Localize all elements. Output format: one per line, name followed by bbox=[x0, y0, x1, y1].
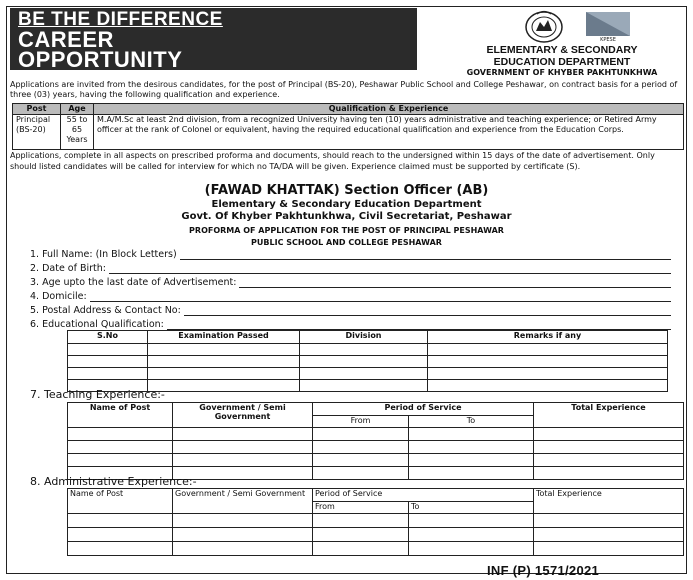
qual-header-age: Age bbox=[61, 104, 94, 115]
field-age[interactable] bbox=[30, 275, 671, 288]
banner-line1: BE THE DIFFERENCE bbox=[18, 9, 223, 30]
field-education[interactable] bbox=[30, 317, 671, 330]
field-education-label: 6. Educational Qualification: bbox=[30, 319, 164, 330]
edu-header-exam: Examination Passed bbox=[148, 331, 300, 344]
intro-text: Applications are invited from the desirous candidates, for the post of Principal (BS-20), Peshawar Public School and College Peshawar, on contract basis for a period of three (03) years, having the following qualification and experience. bbox=[10, 80, 678, 99]
admin-header-period: Period of Service bbox=[313, 489, 534, 502]
kpese-logo-text: KPESE bbox=[600, 37, 616, 42]
teach-header-from: From bbox=[313, 416, 409, 428]
inf-number: INF (P) 1571/2021 bbox=[487, 563, 600, 578]
field-full-name-label: 1. Full Name: (In Block Letters) bbox=[30, 249, 177, 260]
table-row bbox=[68, 514, 684, 528]
officer-department: Elementary & Secondary Education Department bbox=[211, 199, 482, 210]
field-full-name-line[interactable] bbox=[180, 252, 671, 260]
logos bbox=[518, 9, 638, 43]
qual-cell-post: Principal (BS-20) bbox=[13, 115, 61, 150]
edu-header-division: Division bbox=[300, 331, 428, 344]
field-domicile[interactable] bbox=[30, 289, 671, 302]
education-table bbox=[67, 330, 668, 392]
teach-header-to: To bbox=[409, 416, 534, 428]
edu-header-remarks: Remarks if any bbox=[428, 331, 668, 344]
admin-header-from: From bbox=[313, 502, 409, 514]
department-name bbox=[440, 44, 684, 68]
banner-line2: CAREER bbox=[18, 27, 114, 52]
government-name: GOVERNMENT OF KHYBER PAKHTUNKHWA bbox=[466, 68, 658, 77]
table-row bbox=[68, 454, 684, 467]
teach-header-govt: Government / Semi Government bbox=[173, 403, 313, 428]
admin-header-to: To bbox=[409, 502, 534, 514]
department-line2: EDUCATION DEPARTMENT bbox=[493, 56, 631, 68]
teaching-table bbox=[67, 402, 684, 480]
field-date-of-birth-label: 2. Date of Birth: bbox=[30, 263, 106, 274]
proforma-title: PROFORMA OF APPLICATION FOR THE POST OF PRINCIPAL PESHAWAR bbox=[189, 226, 504, 235]
teach-header-period: Period of Service bbox=[313, 403, 534, 416]
edu-header-sno: S.No bbox=[68, 331, 148, 344]
field-postal-address-label: 5. Postal Address & Contact No: bbox=[30, 305, 181, 316]
qual-header-qualification: Qualification & Experience bbox=[94, 104, 684, 115]
banner bbox=[10, 8, 417, 70]
table-row bbox=[68, 441, 684, 454]
admin-title: 8. Administrative Experience:- bbox=[30, 475, 197, 488]
field-domicile-label: 4. Domicile: bbox=[30, 291, 87, 302]
table-row bbox=[68, 368, 668, 380]
table-row bbox=[68, 428, 684, 441]
kpese-logo bbox=[584, 10, 632, 42]
banner-line3: OPPORTUNITY bbox=[18, 47, 183, 72]
field-full-name[interactable] bbox=[30, 247, 671, 260]
field-date-of-birth-line[interactable] bbox=[109, 266, 671, 274]
table-row bbox=[68, 542, 684, 556]
field-age-line[interactable] bbox=[239, 280, 671, 288]
admin-header-total: Total Experience bbox=[534, 489, 684, 514]
qual-cell-qualification: M.A/M.Sc at least 2nd division, from a recognized University having ten (10) years administrative and teaching experience; or Retired Army officer at the rank of Colonel or equivalent, having the required educational qualification and experience from the Education Corps. bbox=[94, 115, 684, 150]
teaching-title: 7. Teaching Experience:- bbox=[30, 388, 165, 401]
field-postal-address-line[interactable] bbox=[184, 308, 671, 316]
admin-header-name: Name of Post bbox=[68, 489, 173, 514]
admin-table bbox=[67, 488, 684, 556]
proforma-subtitle: PUBLIC SCHOOL AND COLLEGE PESHAWAR bbox=[251, 238, 442, 247]
field-date-of-birth[interactable] bbox=[30, 261, 671, 274]
field-education-line[interactable] bbox=[167, 322, 671, 330]
teach-header-total: Total Experience bbox=[534, 403, 684, 428]
officer-address: Govt. Of Khyber Pakhtunkhwa, Civil Secretariat, Peshawar bbox=[181, 211, 512, 222]
qual-header-post: Post bbox=[13, 104, 61, 115]
field-domicile-line[interactable] bbox=[90, 294, 671, 302]
applications-note: Applications, complete in all aspects on prescribed proforma and documents, should reach to the undersigned within 15 days of the date of advertisement. Only should listed candidates will be called for interview for which no TA/DA will be given. Experience claimed must be supported by certificate (S). bbox=[10, 151, 655, 171]
table-row bbox=[68, 344, 668, 356]
field-postal-address[interactable] bbox=[30, 303, 671, 316]
teach-header-name: Name of Post bbox=[68, 403, 173, 428]
table-row bbox=[68, 356, 668, 368]
kp-seal-logo bbox=[523, 9, 565, 43]
department-line1: ELEMENTARY & SECONDARY bbox=[486, 44, 638, 56]
qualification-table bbox=[12, 103, 684, 150]
officer-name: (FAWAD KHATTAK) Section Officer (AB) bbox=[204, 183, 489, 198]
qual-cell-age: 55 to 65 Years bbox=[61, 115, 94, 150]
field-age-label: 3. Age upto the last date of Advertisement: bbox=[30, 277, 237, 288]
admin-header-govt: Government / Semi Government bbox=[173, 489, 313, 514]
table-row bbox=[68, 528, 684, 542]
